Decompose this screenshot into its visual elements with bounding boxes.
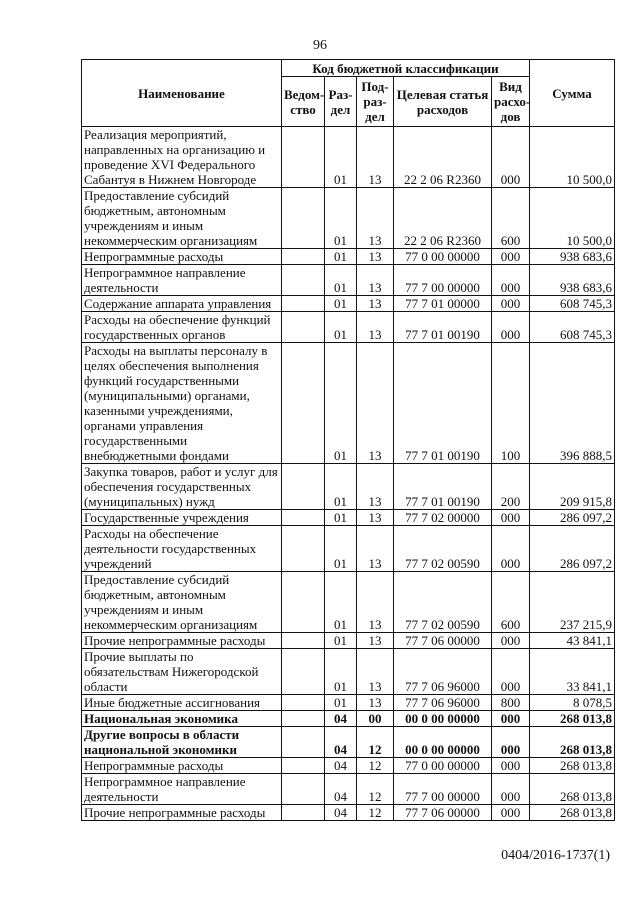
row-name: Прочие непрограммные расходы	[82, 805, 282, 821]
row-name: Прочие выплаты по обязательствам Нижегородской области	[82, 649, 282, 695]
header-razdel: Раз-дел	[325, 77, 357, 127]
row-vedomstvo	[282, 343, 325, 464]
row-summa: 268 013,8	[530, 758, 615, 774]
row-name: Государственные учреждения	[82, 510, 282, 526]
row-celevaya: 77 7 02 00590	[394, 526, 492, 572]
row-summa: 33 841,1	[530, 649, 615, 695]
row-vid: 000	[492, 127, 530, 188]
table-row	[82, 510, 615, 526]
row-summa: 268 013,8	[530, 805, 615, 821]
row-celevaya: 22 2 06 R2360	[394, 188, 492, 249]
row-razdel: 01	[325, 188, 357, 249]
row-razdel: 01	[325, 249, 357, 265]
table-row	[82, 296, 615, 312]
row-vid: 000	[492, 758, 530, 774]
row-vid: 100	[492, 343, 530, 464]
row-razdel: 01	[325, 127, 357, 188]
row-vid: 000	[492, 727, 530, 758]
row-name: Реализация мероприятий, направленных на организацию и проведение XVI Федерального Сабантуя в Нижнем Новгороде	[82, 127, 282, 188]
row-name: Содержание аппарата управления	[82, 296, 282, 312]
row-podrazdel: 00	[357, 711, 394, 727]
row-summa: 268 013,8	[530, 711, 615, 727]
row-vedomstvo	[282, 805, 325, 821]
budget-table	[81, 59, 615, 821]
row-podrazdel: 13	[357, 127, 394, 188]
row-vedomstvo	[282, 127, 325, 188]
row-vid: 000	[492, 526, 530, 572]
header-vedomstvo: Ведом-ство	[282, 77, 325, 127]
row-summa: 268 013,8	[530, 727, 615, 758]
row-vedomstvo	[282, 711, 325, 727]
row-celevaya: 77 7 00 00000	[394, 265, 492, 296]
row-vid: 000	[492, 711, 530, 727]
table-row	[82, 758, 615, 774]
row-celevaya: 77 7 01 00190	[394, 343, 492, 464]
row-vid: 000	[492, 805, 530, 821]
row-podrazdel: 12	[357, 758, 394, 774]
row-vid: 000	[492, 633, 530, 649]
row-celevaya: 77 0 00 00000	[394, 758, 492, 774]
row-razdel: 01	[325, 695, 357, 711]
row-vid: 600	[492, 572, 530, 633]
page-number: 96	[313, 38, 327, 53]
header-vid: Вид расхо-дов	[492, 77, 530, 127]
header-celevaya: Целевая статья расходов	[394, 77, 492, 127]
row-summa: 608 745,3	[530, 312, 615, 343]
row-celevaya: 77 7 00 00000	[394, 774, 492, 805]
row-vid: 000	[492, 649, 530, 695]
header-podrazdel: Под-раз-дел	[357, 77, 394, 127]
table-row	[82, 695, 615, 711]
row-name: Расходы на обеспечение деятельности государственных учреждений	[82, 526, 282, 572]
row-name: Расходы на выплаты персоналу в целях обеспечения выполнения функций государственными (муниципальными) органами, казенными учреждениями, органами управления государственными внебюджетными фондами	[82, 343, 282, 464]
row-celevaya: 77 7 01 00190	[394, 464, 492, 510]
row-razdel: 01	[325, 464, 357, 510]
row-name: Непрограммные расходы	[82, 249, 282, 265]
table-row	[82, 526, 615, 572]
row-vid: 000	[492, 249, 530, 265]
row-razdel: 01	[325, 312, 357, 343]
row-podrazdel: 13	[357, 510, 394, 526]
table-row	[82, 633, 615, 649]
table-row	[82, 249, 615, 265]
table-row	[82, 711, 615, 727]
table-header	[82, 60, 615, 127]
table-row	[82, 572, 615, 633]
row-razdel: 04	[325, 758, 357, 774]
row-name: Иные бюджетные ассигнования	[82, 695, 282, 711]
row-razdel: 01	[325, 572, 357, 633]
row-summa: 8 078,5	[530, 695, 615, 711]
table-row	[82, 127, 615, 188]
row-vedomstvo	[282, 758, 325, 774]
row-celevaya: 00 0 00 00000	[394, 711, 492, 727]
row-name: Непрограммное направление деятельности	[82, 774, 282, 805]
row-name: Закупка товаров, работ и услуг для обеспечения государственных (муниципальных) нужд	[82, 464, 282, 510]
row-celevaya: 77 7 01 00190	[394, 312, 492, 343]
document-code: 0404/2016-1737(1)	[501, 848, 610, 863]
row-vedomstvo	[282, 188, 325, 249]
row-vedomstvo	[282, 526, 325, 572]
row-name: Прочие непрограммные расходы	[82, 633, 282, 649]
row-summa: 286 097,2	[530, 510, 615, 526]
table-row	[82, 774, 615, 805]
table-row	[82, 265, 615, 296]
table-row	[82, 727, 615, 758]
row-name: Непрограммное направление деятельности	[82, 265, 282, 296]
row-razdel: 01	[325, 265, 357, 296]
row-razdel: 01	[325, 296, 357, 312]
row-celevaya: 22 2 06 R2360	[394, 127, 492, 188]
row-name: Предоставление субсидий бюджетным, автономным учреждениям и иным некоммерческим организациям	[82, 188, 282, 249]
row-celevaya: 77 7 02 00000	[394, 510, 492, 526]
row-summa: 396 888,5	[530, 343, 615, 464]
row-name: Расходы на обеспечение функций государственных органов	[82, 312, 282, 343]
row-summa: 268 013,8	[530, 774, 615, 805]
row-vedomstvo	[282, 312, 325, 343]
header-name: Наименование	[82, 60, 282, 127]
row-vedomstvo	[282, 296, 325, 312]
row-name: Непрограммные расходы	[82, 758, 282, 774]
row-celevaya: 77 7 06 96000	[394, 649, 492, 695]
row-vedomstvo	[282, 249, 325, 265]
header-code-group: Код бюджетной классификации	[282, 60, 530, 77]
row-vid: 000	[492, 296, 530, 312]
row-podrazdel: 13	[357, 633, 394, 649]
row-vid: 800	[492, 695, 530, 711]
row-podrazdel: 13	[357, 312, 394, 343]
row-vid: 000	[492, 774, 530, 805]
row-razdel: 01	[325, 526, 357, 572]
row-summa: 10 500,0	[530, 188, 615, 249]
row-podrazdel: 13	[357, 296, 394, 312]
row-razdel: 01	[325, 343, 357, 464]
row-razdel: 04	[325, 774, 357, 805]
row-vid: 000	[492, 312, 530, 343]
row-summa: 608 745,3	[530, 296, 615, 312]
row-vedomstvo	[282, 464, 325, 510]
row-podrazdel: 13	[357, 188, 394, 249]
row-vedomstvo	[282, 774, 325, 805]
row-summa: 209 915,8	[530, 464, 615, 510]
table-body	[82, 127, 615, 821]
row-vid: 000	[492, 510, 530, 526]
table-row	[82, 649, 615, 695]
row-name: Национальная экономика	[82, 711, 282, 727]
header-summa: Сумма	[530, 60, 615, 127]
row-vedomstvo	[282, 572, 325, 633]
row-razdel: 01	[325, 649, 357, 695]
row-celevaya: 77 7 01 00000	[394, 296, 492, 312]
row-razdel: 04	[325, 805, 357, 821]
table-row	[82, 312, 615, 343]
table-row	[82, 343, 615, 464]
row-podrazdel: 13	[357, 343, 394, 464]
row-podrazdel: 13	[357, 265, 394, 296]
row-celevaya: 00 0 00 00000	[394, 727, 492, 758]
row-podrazdel: 13	[357, 464, 394, 510]
row-vid: 200	[492, 464, 530, 510]
row-podrazdel: 12	[357, 774, 394, 805]
row-summa: 938 683,6	[530, 249, 615, 265]
row-podrazdel: 12	[357, 727, 394, 758]
row-vedomstvo	[282, 649, 325, 695]
row-celevaya: 77 7 06 96000	[394, 695, 492, 711]
row-razdel: 04	[325, 711, 357, 727]
row-razdel: 04	[325, 727, 357, 758]
row-summa: 10 500,0	[530, 127, 615, 188]
row-razdel: 01	[325, 510, 357, 526]
row-podrazdel: 12	[357, 805, 394, 821]
row-vedomstvo	[282, 265, 325, 296]
row-summa: 43 841,1	[530, 633, 615, 649]
row-summa: 237 215,9	[530, 572, 615, 633]
row-celevaya: 77 7 06 00000	[394, 805, 492, 821]
row-summa: 938 683,6	[530, 265, 615, 296]
row-vedomstvo	[282, 695, 325, 711]
row-summa: 286 097,2	[530, 526, 615, 572]
row-vid: 000	[492, 265, 530, 296]
row-podrazdel: 13	[357, 649, 394, 695]
table-row	[82, 464, 615, 510]
row-celevaya: 77 7 06 00000	[394, 633, 492, 649]
row-celevaya: 77 7 02 00590	[394, 572, 492, 633]
row-razdel: 01	[325, 633, 357, 649]
row-podrazdel: 13	[357, 695, 394, 711]
row-vedomstvo	[282, 633, 325, 649]
row-podrazdel: 13	[357, 526, 394, 572]
table-row	[82, 188, 615, 249]
row-podrazdel: 13	[357, 249, 394, 265]
row-celevaya: 77 0 00 00000	[394, 249, 492, 265]
row-name: Предоставление субсидий бюджетным, автономным учреждениям и иным некоммерческим организациям	[82, 572, 282, 633]
row-vedomstvo	[282, 727, 325, 758]
row-name: Другие вопросы в области национальной экономики	[82, 727, 282, 758]
row-vid: 600	[492, 188, 530, 249]
table-row	[82, 805, 615, 821]
row-vedomstvo	[282, 510, 325, 526]
row-podrazdel: 13	[357, 572, 394, 633]
